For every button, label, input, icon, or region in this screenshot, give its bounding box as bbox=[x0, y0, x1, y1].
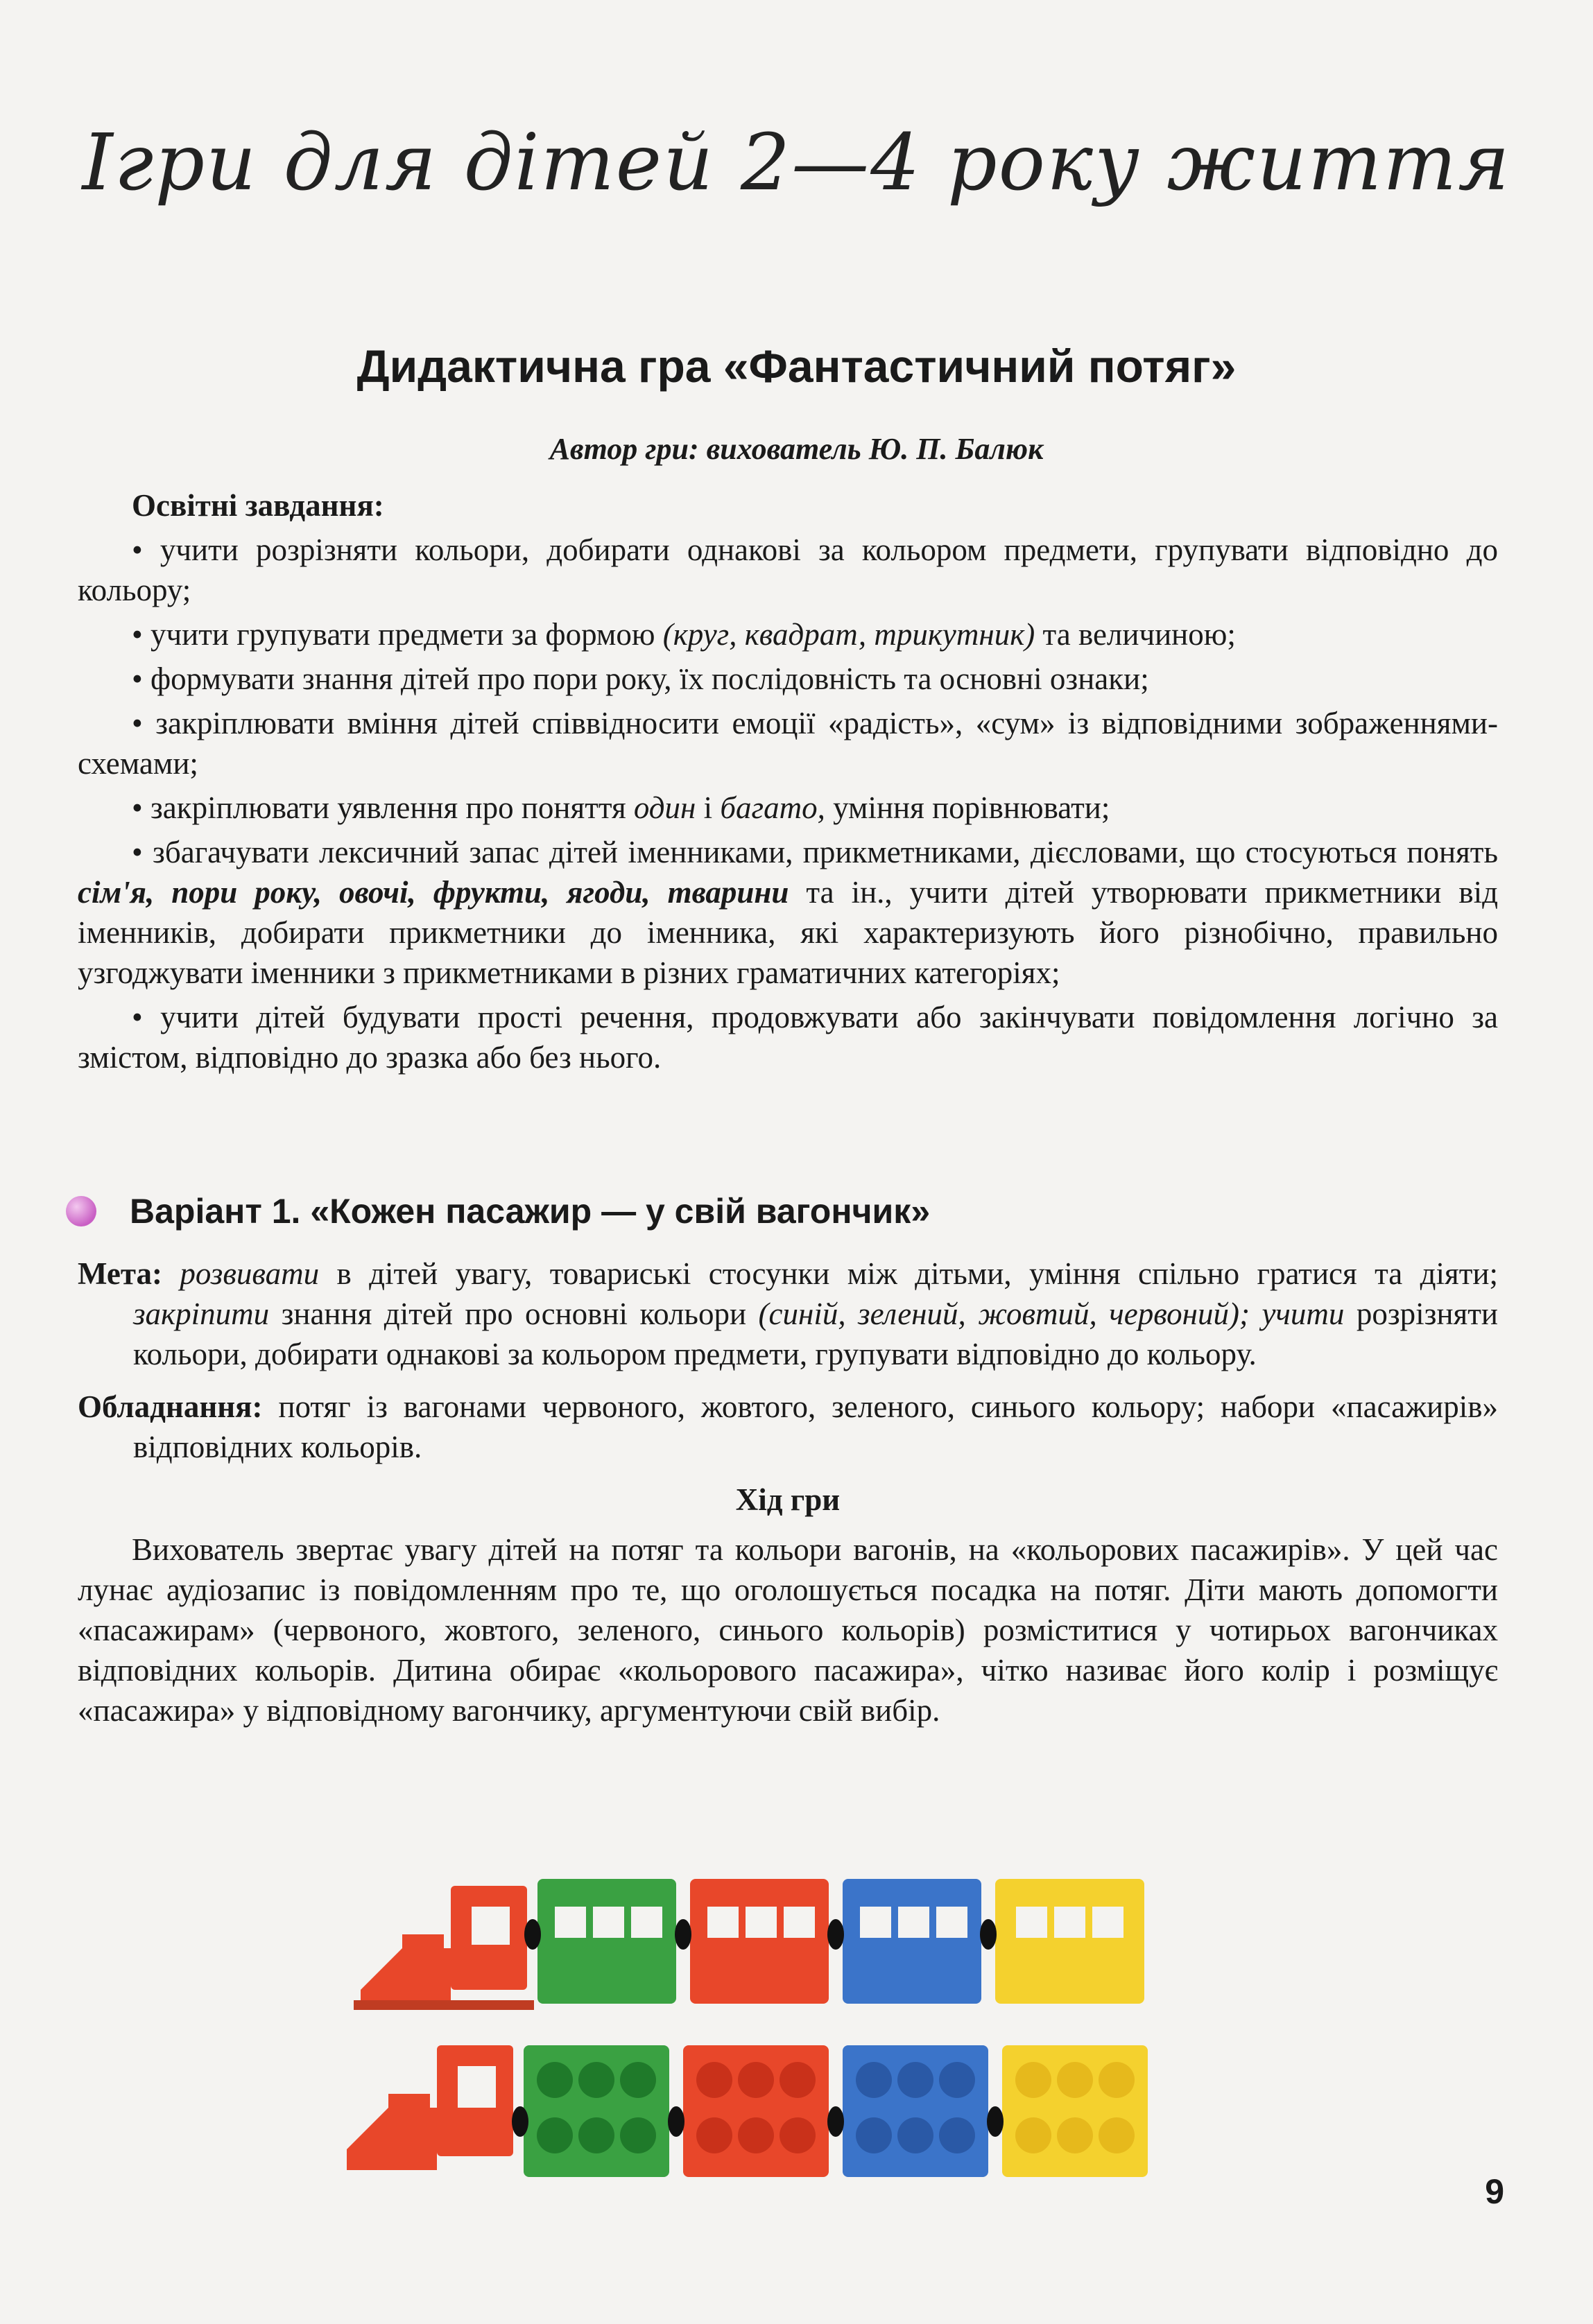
task-item: • закріплювати вміння дітей співвідносити емоції «радість», «сум» із відповідними зображеннями-схемами; bbox=[78, 706, 1498, 781]
train-top bbox=[354, 1879, 1144, 2010]
wagon-red-top bbox=[690, 1879, 829, 2004]
game-title: Дидактична гра «Фантастичний потяг» bbox=[356, 340, 1237, 392]
task-item: • учити групувати предмети за формою (круг, квадрат, трикутник) та величиною; bbox=[132, 617, 1236, 652]
goal-paragraph: Мета: розвивати в дітей увагу, товариські стосунки між дітьми, уміння спільно гратися та діяти; закріпити знання дітей про основні кольори (синій, зелений, жовтий, червоний); учити розрізняти кольори, добирати однакові за кольором предмети, групувати відповідно до кольору. bbox=[78, 1256, 1498, 1371]
tasks-heading: Освітні завдання: bbox=[132, 488, 384, 523]
locomotive-bottom bbox=[347, 2045, 513, 2170]
task-item: • формувати знання дітей про пори року, їх послідовність та основні ознаки; bbox=[132, 661, 1149, 696]
game-course-text: Вихователь звертає увагу дітей на потяг та кольори вагонів, на «кольорових пасажирів». У цей час лунає аудіозапис із повідомленням про те, що оголошується посадка на потяг. Діти мають допомогти «пасажирам» (червоного, жовтого, зеленого, синього кольорів) розміститися у чотирьох вагончиках відповідних кольорів. Дитина обирає «кольорового пасажира», чітко називає його колір і розміщує «пасажира» у відповідному вагончику, аргументуючи свій вибір. bbox=[78, 1532, 1498, 1728]
section-title: Ігри для дітей 2—4 року життя bbox=[82, 118, 1511, 208]
wagon-blue-top bbox=[843, 1879, 981, 2004]
task-item: • учити дітей будувати прості речення, продовжувати або закінчувати повідомлення логічно за змістом, відповідно до зразка або без нього. bbox=[78, 1000, 1498, 1075]
equipment-paragraph: Обладнання: потяг із вагонами червоного, жовтого, зеленого, синього кольору; набори «пасажирів» відповідних кольорів. bbox=[78, 1389, 1498, 1464]
wagon-green-top bbox=[537, 1879, 676, 2004]
train-bottom bbox=[347, 2045, 1148, 2177]
task-item: • учити розрізняти кольори, добирати однакові за кольором предмети, групувати відповідно до кольору; bbox=[78, 532, 1498, 607]
task-item: • збагачувати лексичний запас дітей іменниками, прикметниками, дієсловами, що стосуються понять сім'я, пори року, овочі, фрукти, ягоди, тварини та ін., учити дітей утворювати прикметники від іменників, добирати прикметники до іменника, які характеризують його різнобічно, правильно узгоджувати іменники з прикметниками в різних граматичних категоріях; bbox=[78, 835, 1498, 990]
variant-1-heading bbox=[66, 1191, 1522, 1231]
task-item: • закріплювати уявлення про поняття один і багато, уміння порівнювати; bbox=[132, 790, 1110, 825]
wagon-yellow-top bbox=[995, 1879, 1144, 2004]
locomotive-top bbox=[354, 1886, 534, 2010]
variant-1-title: Варіант 1. «Кожен пасажир — у свій вагончик» bbox=[130, 1192, 931, 1231]
bullet-dot-icon bbox=[66, 1196, 96, 1226]
page-number: 9 bbox=[1485, 2172, 1504, 2211]
variant-1-body bbox=[78, 1254, 1498, 1731]
tasks-block bbox=[78, 485, 1498, 1082]
train-illustration bbox=[347, 1858, 1248, 2219]
game-course-heading: Хід гри bbox=[735, 1482, 841, 1517]
game-author: Автор гри: вихователь Ю. П. Балюк bbox=[549, 432, 1044, 466]
